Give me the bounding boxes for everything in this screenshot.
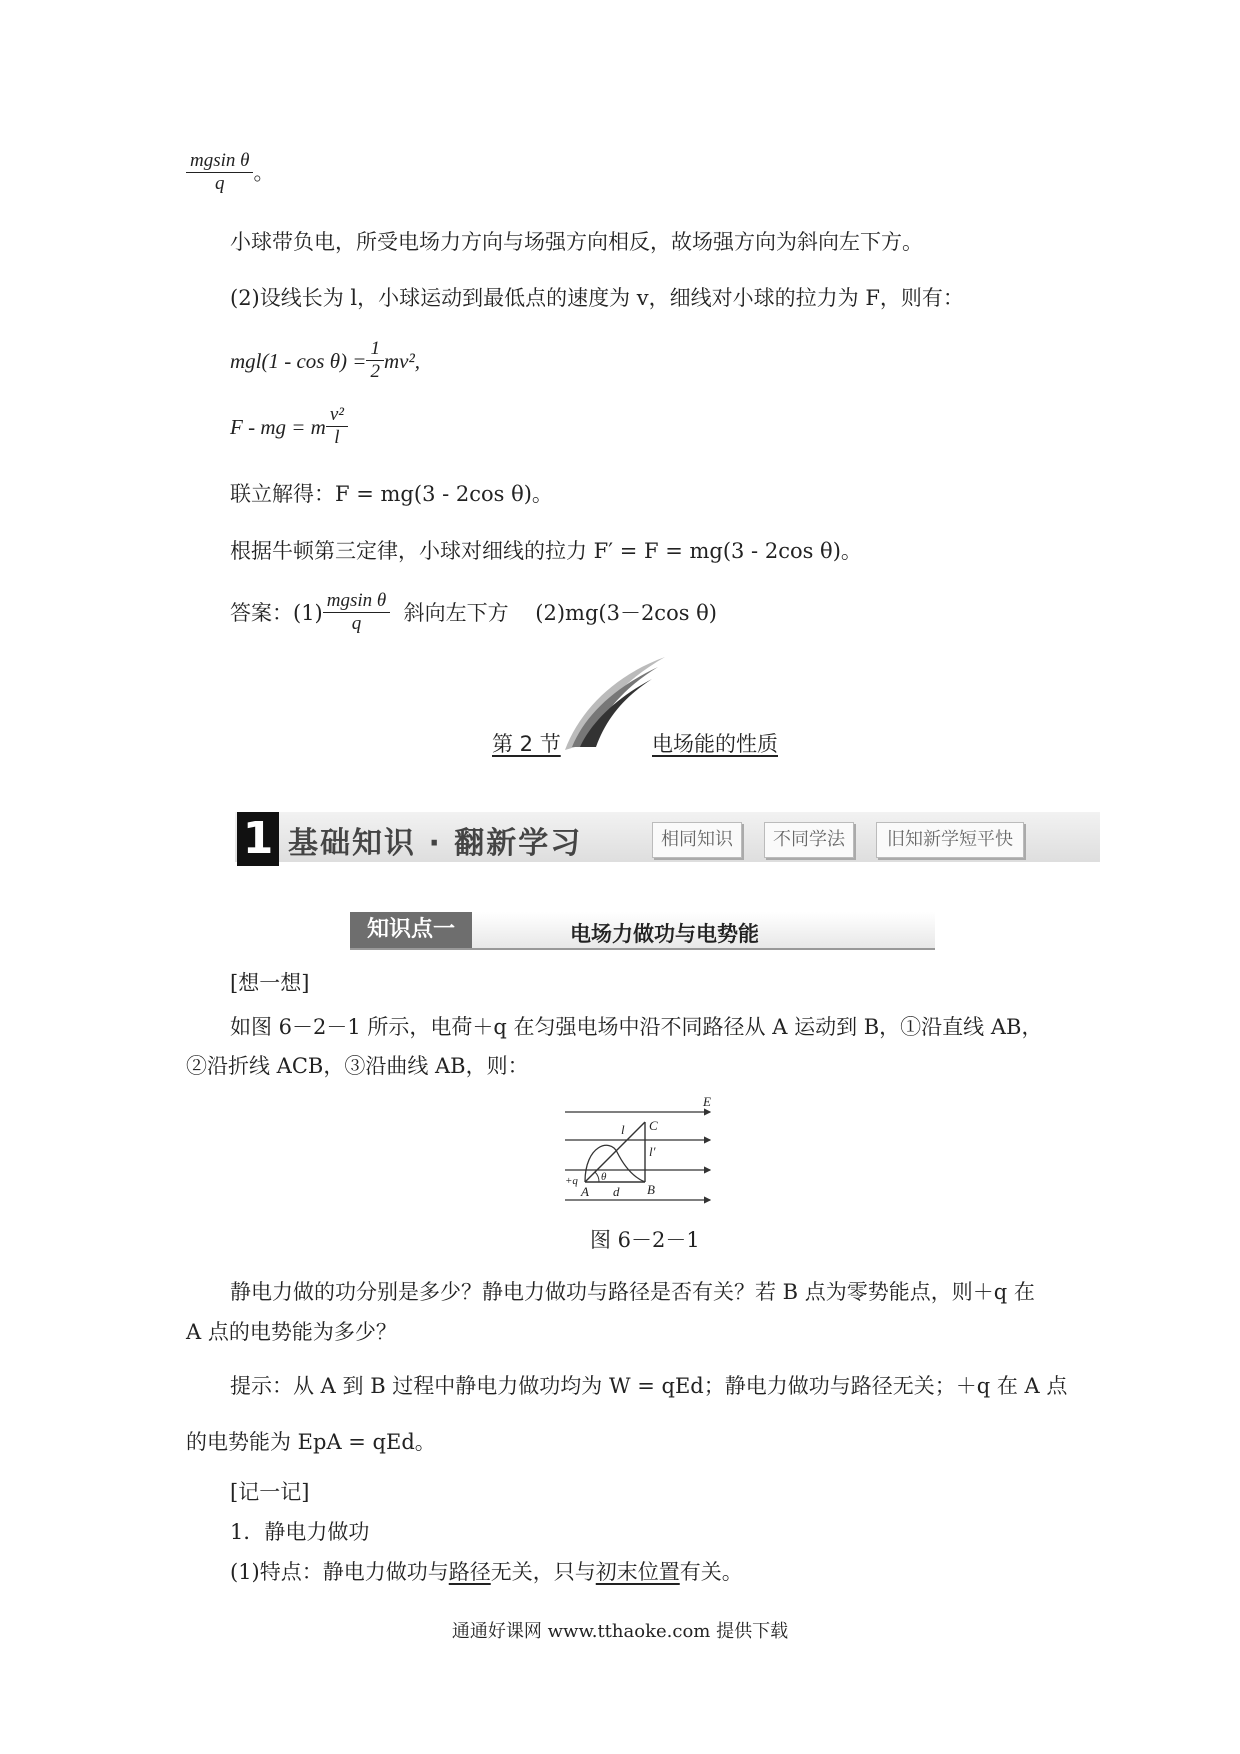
list-item: (1)特点：静电力做功与路径无关，只与初末位置有关。: [230, 1560, 743, 1584]
think-heading: [想一想]: [230, 971, 310, 995]
svg-text:d: d: [613, 1184, 620, 1199]
tag-old-knowledge-new-learning: 旧知新学短平快: [876, 822, 1024, 858]
svg-text:+q: +q: [565, 1175, 578, 1187]
paragraph: (2)设线长为 l，小球运动到最低点的速度为 v，细线对小球的拉力为 F，则有：: [230, 286, 964, 310]
question-text: A 点的电势能为多少？: [186, 1320, 397, 1344]
electric-field-figure: [555, 1090, 735, 1210]
svg-text:C: C: [649, 1118, 658, 1133]
hint-text: 的电势能为 EpA = qEd。: [186, 1430, 436, 1454]
section-number: 1: [237, 812, 279, 866]
figure-caption: 图 6－2－1: [590, 1228, 700, 1252]
svg-text:l: l: [621, 1122, 625, 1137]
fraction-expression: $\frac{\text{mgsin θ}}{q}$ 。: [186, 150, 274, 195]
hint-text: 提示：从 A 到 B 过程中静电力做功均为 W = qEd；静电力做功与路径无关；＋q 在 A 点: [230, 1374, 1068, 1398]
paragraph: 根据牛顿第三定律，小球对细线的拉力 F′ = F = mg(3 - 2cos θ)。: [230, 539, 862, 563]
tag-different-method: 不同学法: [764, 822, 854, 858]
svg-text:B: B: [647, 1182, 655, 1197]
answer: 答案：(1) $\frac{\text{mgsin θ}}{q}$ 斜向左下方 (2)mg(3－2cos θ): [230, 590, 717, 634]
list-item: 1．静电力做功: [230, 1520, 370, 1544]
question-text: ②沿折线 ACB，③沿曲线 AB，则：: [186, 1054, 529, 1078]
svg-text:θ: θ: [601, 1171, 607, 1183]
question-text: 如图 6－2－1 所示，电荷＋q 在匀强电场中沿不同路径从 A 运动到 B，①沿直线 AB，: [230, 1015, 1043, 1039]
remember-heading: [记一记]: [230, 1480, 310, 1504]
knowledge-point-title: 电场力做功与电势能: [570, 922, 759, 946]
question-text: 静电力做的功分别是多少？静电力做功与路径是否有关？若 B 点为零势能点，则＋q 在: [230, 1280, 1035, 1304]
section-title: 电场能的性质: [652, 732, 778, 756]
paragraph: 小球带负电，所受电场力方向与场强方向相反，故场强方向为斜向左下方。: [230, 230, 923, 254]
paragraph: 联立解得：F = mg(3 - 2cos θ)。: [230, 482, 553, 506]
equation: mgl(1 - cos θ) = $\frac{1}{2}$ mv²,: [230, 338, 421, 382]
svg-text:E: E: [703, 1094, 711, 1109]
knowledge-point-label: 知识点一: [350, 912, 472, 948]
banner-title: 基础知识 · 翻新学习: [288, 826, 583, 861]
section-label: 第 2 节: [492, 732, 561, 756]
svg-text:A: A: [581, 1184, 589, 1199]
svg-text:l′: l′: [649, 1144, 656, 1159]
tag-same-knowledge: 相同知识: [652, 822, 742, 858]
footer-text: 通通好课网 www.tthaoke.com 提供下载: [451, 1621, 789, 1642]
equation: F - mg = m $\frac{\text{v²}}{l}$: [230, 404, 348, 449]
